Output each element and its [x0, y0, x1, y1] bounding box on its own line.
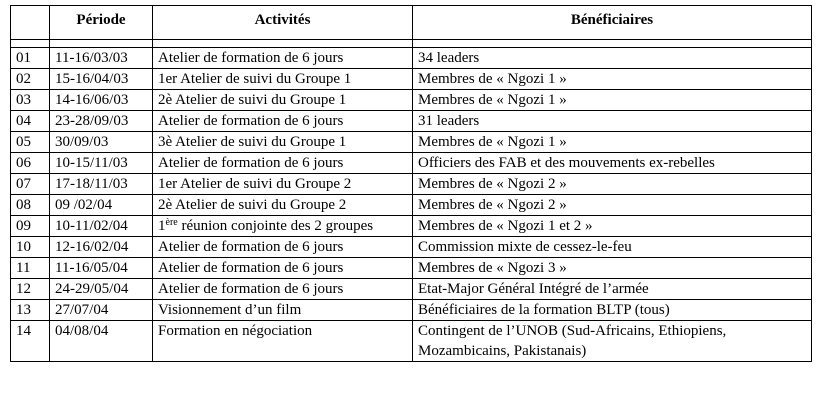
row-period: 24-29/05/04 — [50, 279, 153, 300]
table-row — [11, 48, 812, 69]
row-activity: 2è Atelier de suivi du Groupe 2 — [153, 195, 413, 216]
row-period: 17-18/11/03 — [50, 174, 153, 195]
row-number: 09 — [11, 216, 50, 237]
row-period: 23-28/09/03 — [50, 111, 153, 132]
table-row — [11, 321, 812, 362]
row-activity: Visionnement d’un film — [153, 300, 413, 321]
row-activity: Atelier de formation de 6 jours — [153, 48, 413, 69]
row-beneficiaries: Membres de « Ngozi 2 » — [413, 195, 812, 216]
table-row — [11, 279, 812, 300]
row-number: 01 — [11, 48, 50, 69]
activity-ordinal-suffix: ère — [165, 217, 178, 228]
row-number: 13 — [11, 300, 50, 321]
row-beneficiaries: Commission mixte de cessez-le-feu — [413, 237, 812, 258]
table-row — [11, 111, 812, 132]
row-number: 11 — [11, 258, 50, 279]
row-beneficiaries: Officiers des FAB et des mouvements ex-rebelles — [413, 153, 812, 174]
row-activity: 1er Atelier de suivi du Groupe 1 — [153, 69, 413, 90]
row-period: 12-16/02/04 — [50, 237, 153, 258]
table-row — [11, 237, 812, 258]
row-beneficiaries: 31 leaders — [413, 111, 812, 132]
row-number: 07 — [11, 174, 50, 195]
row-number: 12 — [11, 279, 50, 300]
table-row — [11, 258, 812, 279]
row-activity: Atelier de formation de 6 jours — [153, 258, 413, 279]
table-row — [11, 132, 812, 153]
row-number: 14 — [11, 321, 50, 362]
row-number: 06 — [11, 153, 50, 174]
table-row — [11, 216, 812, 237]
row-beneficiaries: Membres de « Ngozi 1 » — [413, 69, 812, 90]
row-activity: 3è Atelier de suivi du Groupe 1 — [153, 132, 413, 153]
row-activity: 1er Atelier de suivi du Groupe 2 — [153, 174, 413, 195]
row-beneficiaries: Membres de « Ngozi 1 » — [413, 132, 812, 153]
header-activities: Activités — [153, 6, 413, 40]
row-number: 08 — [11, 195, 50, 216]
header-beneficiaries: Bénéficiaires — [413, 6, 812, 40]
row-beneficiaries: Membres de « Ngozi 1 » — [413, 90, 812, 111]
row-beneficiaries: Contingent de l’UNOB (Sud-Africains, Ethiopiens, Mozambicains, Pakistanais) — [413, 321, 812, 362]
row-period: 10-11/02/04 — [50, 216, 153, 237]
row-number: 02 — [11, 69, 50, 90]
row-period: 11-16/05/04 — [50, 258, 153, 279]
row-beneficiaries: Etat-Major Général Intégré de l’armée — [413, 279, 812, 300]
activity-text: réunion conjointe des 2 groupes — [181, 218, 374, 234]
row-activity: Atelier de formation de 6 jours — [153, 237, 413, 258]
table-row — [11, 69, 812, 90]
row-beneficiaries: Bénéficiaires de la formation BLTP (tous) — [413, 300, 812, 321]
row-activity: Atelier de formation de 6 jours — [153, 111, 413, 132]
header-row — [11, 6, 812, 40]
table-row — [11, 195, 812, 216]
table-row — [11, 153, 812, 174]
activity-ordinal: 1 — [158, 218, 166, 234]
row-number: 10 — [11, 237, 50, 258]
activities-table — [10, 5, 812, 362]
table-row — [11, 300, 812, 321]
table-row — [11, 90, 812, 111]
table-body — [11, 40, 812, 362]
row-number: 03 — [11, 90, 50, 111]
row-period: 30/09/03 — [50, 132, 153, 153]
row-activity: Atelier de formation de 6 jours — [153, 279, 413, 300]
row-beneficiaries: Membres de « Ngozi 2 » — [413, 174, 812, 195]
row-period: 27/07/04 — [50, 300, 153, 321]
row-activity — [153, 216, 413, 237]
row-activity: Atelier de formation de 6 jours — [153, 153, 413, 174]
spacer-row — [11, 40, 812, 48]
row-period: 09 /02/04 — [50, 195, 153, 216]
row-period: 10-15/11/03 — [50, 153, 153, 174]
row-period: 11-16/03/03 — [50, 48, 153, 69]
row-beneficiaries: Membres de « Ngozi 1 et 2 » — [413, 216, 812, 237]
row-activity: Formation en négociation — [153, 321, 413, 362]
row-number: 05 — [11, 132, 50, 153]
row-number: 04 — [11, 111, 50, 132]
row-period: 04/08/04 — [50, 321, 153, 362]
row-beneficiaries: 34 leaders — [413, 48, 812, 69]
table-row — [11, 174, 812, 195]
row-period: 15-16/04/03 — [50, 69, 153, 90]
header-period: Période — [50, 6, 153, 40]
row-activity: 2è Atelier de suivi du Groupe 1 — [153, 90, 413, 111]
row-period: 14-16/06/03 — [50, 90, 153, 111]
row-beneficiaries: Membres de « Ngozi 3 » — [413, 258, 812, 279]
header-num — [11, 6, 50, 40]
